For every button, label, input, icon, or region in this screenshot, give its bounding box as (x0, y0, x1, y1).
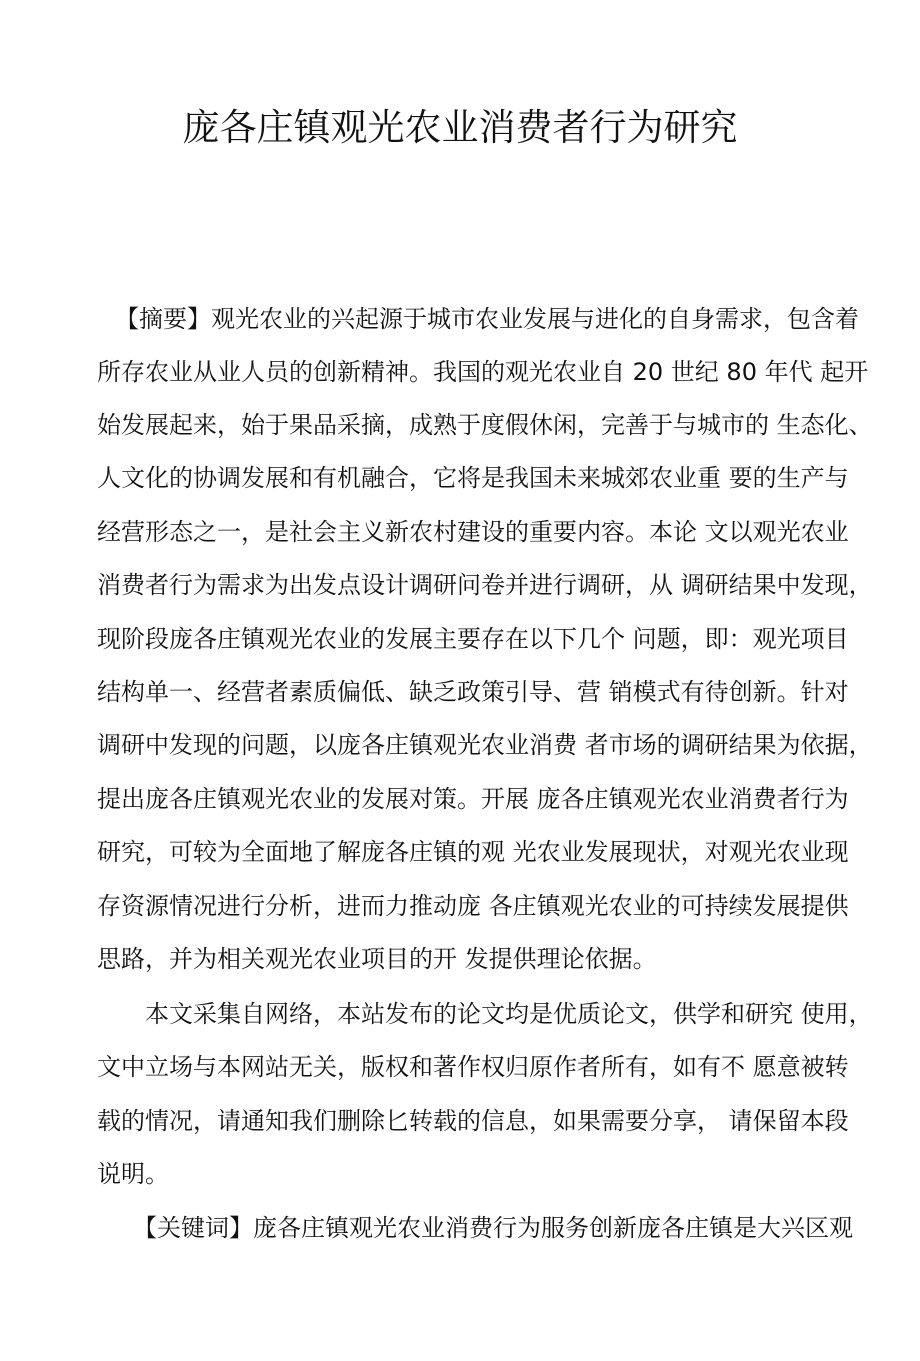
abstract-line: 结构单一、经营者素质偏低、缺乏政策引导、营 销模式有待创新。针对 (97, 678, 849, 706)
notice-line: 说明。 (97, 1160, 169, 1188)
abstract-line: 现阶段庞各庄镇观光农业的发展主要存在以下几个 问题，即：观光项目 (97, 625, 849, 653)
abstract-line: 存资源情况进行分析，进而力推动庞 各庄镇观光农业的可持续发展提供 (97, 892, 849, 920)
notice-line: 本文采集自网络，本站发布的论文均是优质论文，供学和研究 使用， (145, 1000, 873, 1028)
abstract-line: 提出庞各庄镇观光农业的发展对策。开展 庞各庄镇观光农业消费者行为 (97, 785, 849, 813)
abstract-line: 思路，并为相关观光农业项目的开 发提供理论依据。 (97, 945, 657, 973)
notice-line: 载的情况，请通知我们删除匕转载的信息，如果需要分享， 请保留本段 (97, 1107, 849, 1135)
keywords-line: 【关键词】庞各庄镇观光农业消费行为服务创新庞各庄镇是大兴区观 (133, 1214, 853, 1242)
abstract-line: 【摘要】观光农业的兴起源于城市农业发展与进化的自身需求，包含着 (115, 305, 859, 333)
abstract-line: 人文化的协调发展和有机融合，它将是我国未来城郊农业重 要的生产与 (97, 464, 849, 492)
notice-line: 文中立场与本网站无关，版权和著作权归原作者所有，如有不 愿意被转 (97, 1053, 849, 1081)
document-title: 庞各庄镇观光农业消费者行为研究 (182, 105, 738, 149)
abstract-line: 所存农业从业人员的创新精神。我国的观光农业自 20 世纪 80 年代 起开 (97, 358, 869, 386)
abstract-line: 研究，可较为全面地了解庞各庄镇的观 光农业发展现状，对观光农业现 (97, 838, 849, 866)
abstract-line: 始发展起来，始于果品采摘，成熟于度假休闲，完善于与城市的 生态化、 (97, 411, 873, 439)
abstract-line: 经营形态之一，是社会主义新农村建设的重要内容。本论 文以观光农业 (97, 518, 849, 546)
abstract-line: 调研中发现的问题，以庞各庄镇观光农业消费 者市场的调研结果为依据， (97, 731, 873, 759)
abstract-line: 消费者行为需求为出发点设计调研问卷并进行调研，从 调研结果中发现， (97, 571, 873, 599)
